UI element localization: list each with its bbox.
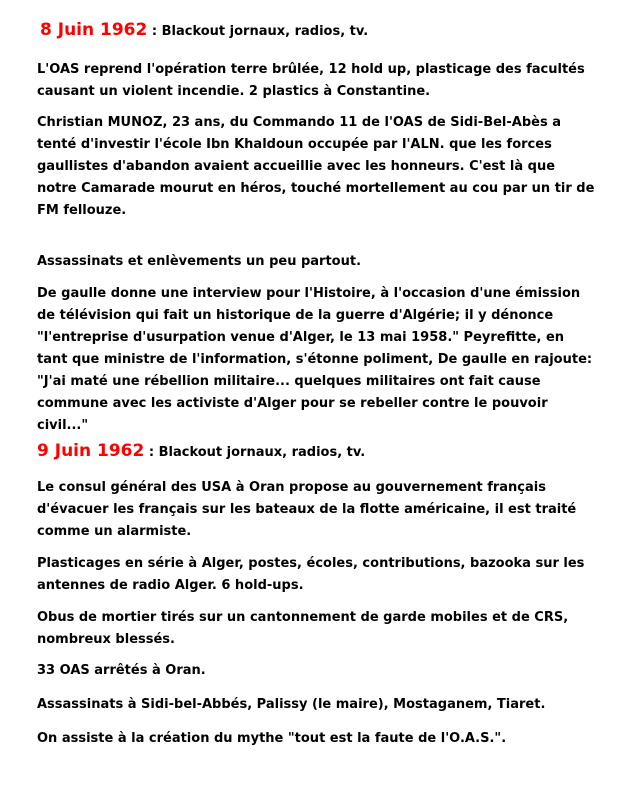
paragraph: Le consul général des USA à Oran propose au gouvernement français d'évacuer les français sur les bateaux de la flotte américaine, il est traité comme un alarmiste. <box>37 480 577 539</box>
headline-text: : Blackout jornaux, radios, tv. <box>147 24 369 39</box>
date-heading: 8 Juin 1962 <box>40 20 148 40</box>
section-heading <box>37 441 365 463</box>
paragraph: Christian MUNOZ, 23 ans, du Commando 11 de l'OAS de Sidi-Bel-Abès a tenté d'investir l'école Ibn Khaldoun occupée par l'ALN. que les forces gaullistes d'abandon avaient accueillie avec les honneurs. C'est là que notre Camarade mourut en héros, touché mortellement au cou par un tir de FM fellouze. <box>37 115 595 218</box>
day-section-9-juin <box>37 441 585 746</box>
paragraph: Assassinats et enlèvements un peu partout. <box>37 254 362 269</box>
paragraph: 33 OAS arrêtés à Oran. <box>37 663 206 678</box>
date-heading: 9 Juin 1962 <box>37 441 145 461</box>
headline-text: : Blackout jornaux, radios, tv. <box>144 445 366 460</box>
section-heading <box>40 20 368 42</box>
paragraph: On assiste à la création du mythe "tout est la faute de l'O.A.S.". <box>37 731 507 746</box>
paragraph: De gaulle donne une interview pour l'Histoire, à l'occasion d'une émission de télévision qui fait un historique de la guerre d'Algérie; il y dénonce "l'entreprise d'usurpation venue d'Alger, le 13 mai 1958." Peyrefitte, en tant que ministre de l'information, s'étonne poliment, De gaulle en rajoute: "J'ai maté une rébellion militaire... quelques militaires ont fait cause commune avec les activiste d'Alger pour se rebeller contre le pouvoir civil..." <box>37 286 593 433</box>
paragraph: Obus de mortier tirés sur un cantonnement de garde mobiles et de CRS, nombreux blessés. <box>37 610 569 647</box>
paragraph: L'OAS reprend l'opération terre brûlée, 12 hold up, plasticage des facultés causant un violent incendie. 2 plastics à Constantine. <box>37 62 585 99</box>
paragraph: Plasticages en série à Alger, postes, écoles, contributions, bazooka sur les antennes de radio Alger. 6 hold-ups. <box>37 556 585 593</box>
day-section-8-juin <box>37 20 595 433</box>
paragraph: Assassinats à Sidi-bel-Abbés, Palissy (le maire), Mostaganem, Tiaret. <box>37 697 546 712</box>
